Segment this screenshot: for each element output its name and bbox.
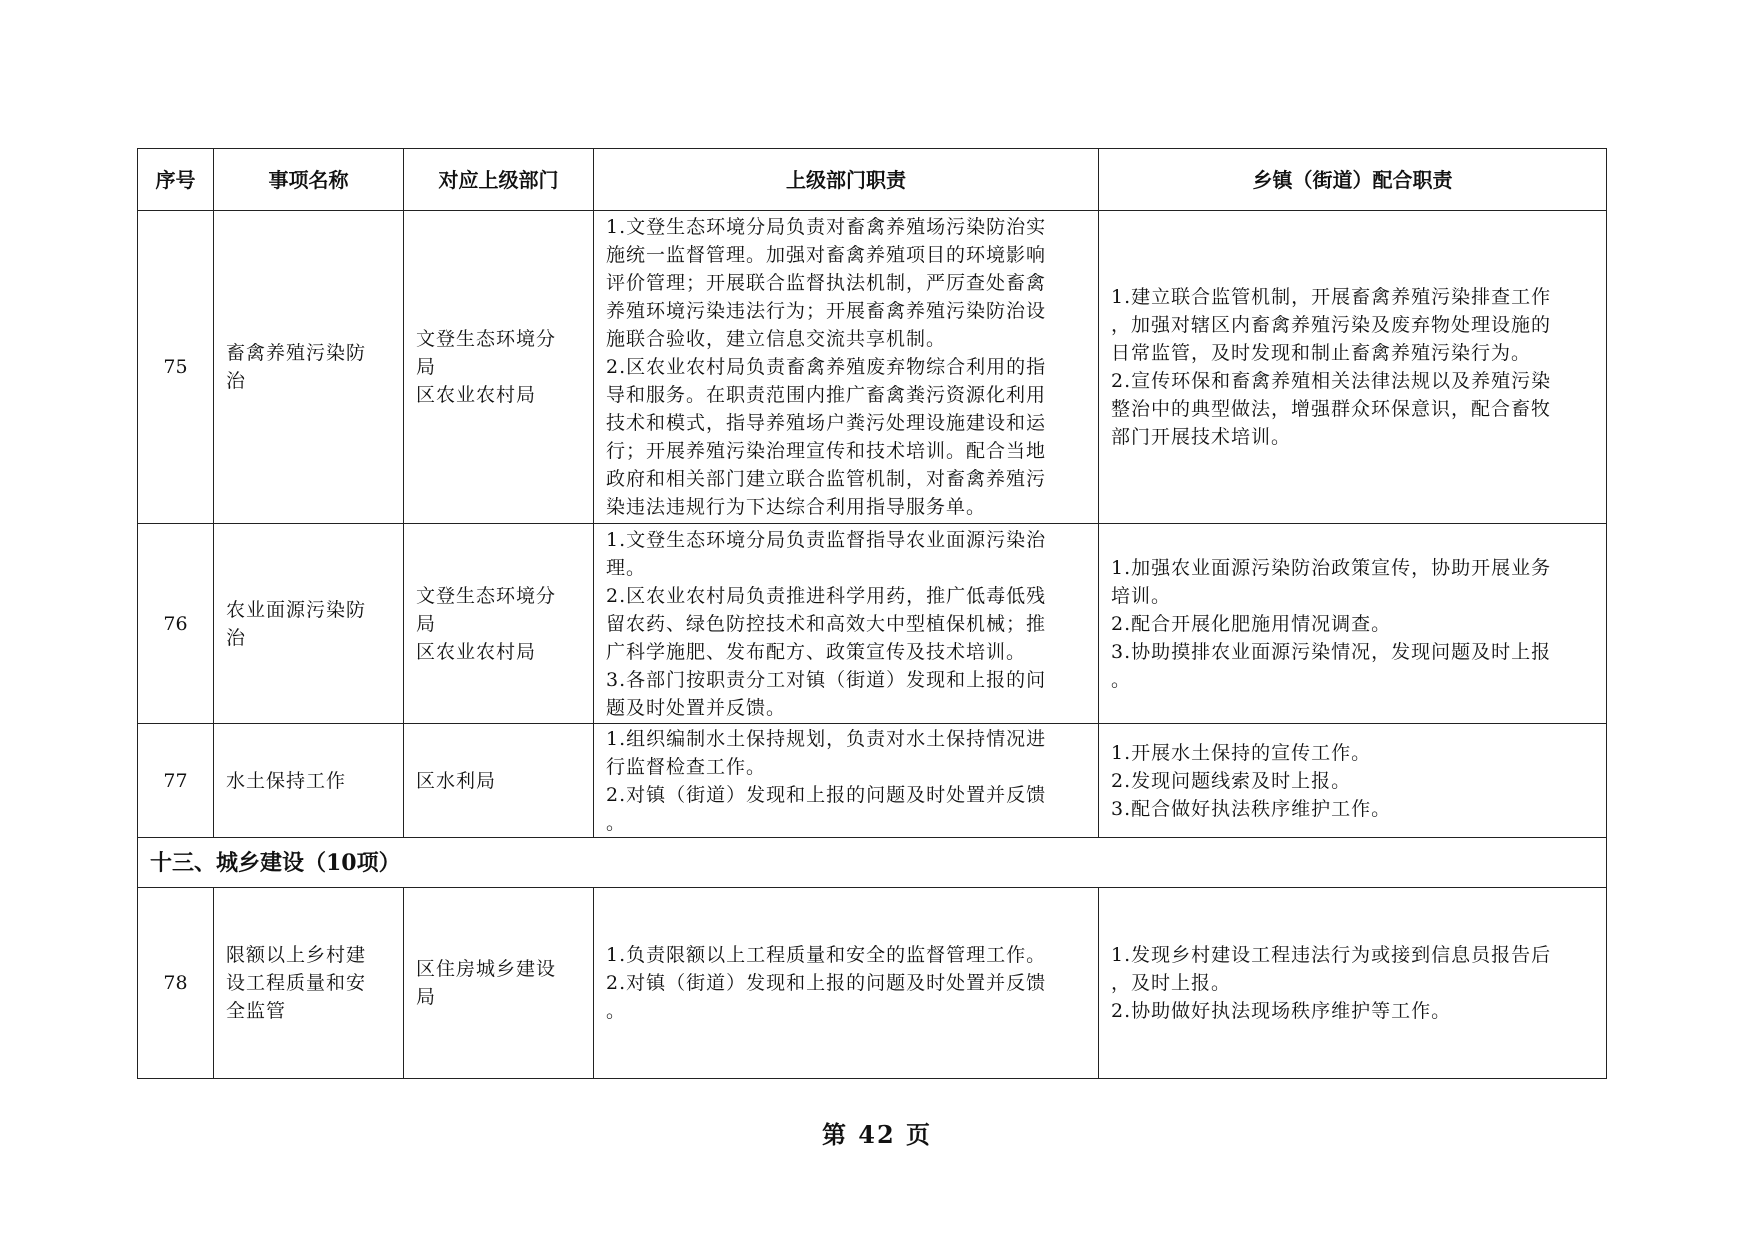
header-town-duty: 乡镇（街道）配合职责 <box>1099 149 1607 211</box>
section-row <box>138 838 1607 888</box>
page-number: 第 42 页 <box>821 1120 933 1149</box>
header-number: 序号 <box>138 149 214 211</box>
row-superior-duty: 1.文登生态环境分局负责对畜禽养殖场污染防治实 施统一监督管理。加强对畜禽养殖项目的环境影响 评价管理；开展联合监督执法机制，严厉查处畜禽 养殖环境污染违法行为；开展畜禽养殖污染防治设 施联合验收，建立信息交流共享机制。 2.区农业农村局负责畜禽养殖废弃物综合利用的指 导和服务。在职责范围内推广畜禽粪污资源化利用 技术和模式，指导养殖场户粪污处理设施建设和运 行；开展养殖污染治理宣传和技术培训。配合当地 政府和相关部门建立联合监管机制，对畜禽养殖污 染违法违规行为下达综合利用指导服务单。 <box>594 211 1099 524</box>
row-number: 76 <box>138 524 214 724</box>
header-superior-duty: 上级部门职责 <box>594 149 1099 211</box>
table-row <box>138 888 1607 1079</box>
row-town-duty: 1.建立联合监管机制，开展畜禽养殖污染排查工作 ，加强对辖区内畜禽养殖污染及废弃物处理设施的 日常监管，及时发现和制止畜禽养殖污染行为。 2.宣传环保和畜禽养殖相关法律法规以及养殖污染 整治中的典型做法，增强群众环保意识，配合畜牧 部门开展技术培训。 <box>1099 211 1607 524</box>
row-dept: 文登生态环境分 局 区农业农村局 <box>404 211 594 524</box>
row-dept: 区住房城乡建设 局 <box>404 888 594 1079</box>
row-item-name: 水土保持工作 <box>214 724 404 838</box>
table-header-row <box>138 149 1607 211</box>
row-dept: 文登生态环境分 局 区农业农村局 <box>404 524 594 724</box>
responsibility-table <box>137 148 1607 1079</box>
table-row <box>138 724 1607 838</box>
row-superior-duty: 1.文登生态环境分局负责监督指导农业面源污染治 理。 2.区农业农村局负责推进科学用药，推广低毒低残 留农药、绿色防控技术和高效大中型植保机械；推 广科学施肥、发布配方、政策宣传及技术培训。 3.各部门按职责分工对镇（街道）发现和上报的问 题及时处置并反馈。 <box>594 524 1099 724</box>
section-title: 十三、城乡建设（10项） <box>138 838 1607 888</box>
row-number: 77 <box>138 724 214 838</box>
row-number: 78 <box>138 888 214 1079</box>
row-dept: 区水利局 <box>404 724 594 838</box>
row-number: 75 <box>138 211 214 524</box>
row-item-name: 限额以上乡村建 设工程质量和安 全监管 <box>214 888 404 1079</box>
header-item-name: 事项名称 <box>214 149 404 211</box>
row-town-duty: 1.加强农业面源污染防治政策宣传，协助开展业务 培训。 2.配合开展化肥施用情况调查。 3.协助摸排农业面源污染情况，发现问题及时上报 。 <box>1099 524 1607 724</box>
row-superior-duty: 1.负责限额以上工程质量和安全的监督管理工作。 2.对镇（街道）发现和上报的问题及时处置并反馈 。 <box>594 888 1099 1079</box>
row-superior-duty: 1.组织编制水土保持规划，负责对水土保持情况进 行监督检查工作。 2.对镇（街道）发现和上报的问题及时处置并反馈 。 <box>594 724 1099 838</box>
row-town-duty: 1.发现乡村建设工程违法行为或接到信息员报告后 ，及时上报。 2.协助做好执法现场秩序维护等工作。 <box>1099 888 1607 1079</box>
header-superior-dept: 对应上级部门 <box>404 149 594 211</box>
row-item-name: 农业面源污染防 治 <box>214 524 404 724</box>
row-item-name: 畜禽养殖污染防 治 <box>214 211 404 524</box>
table-row <box>138 211 1607 524</box>
table-row <box>138 524 1607 724</box>
row-town-duty: 1.开展水土保持的宣传工作。 2.发现问题线索及时上报。 3.配合做好执法秩序维护工作。 <box>1099 724 1607 838</box>
